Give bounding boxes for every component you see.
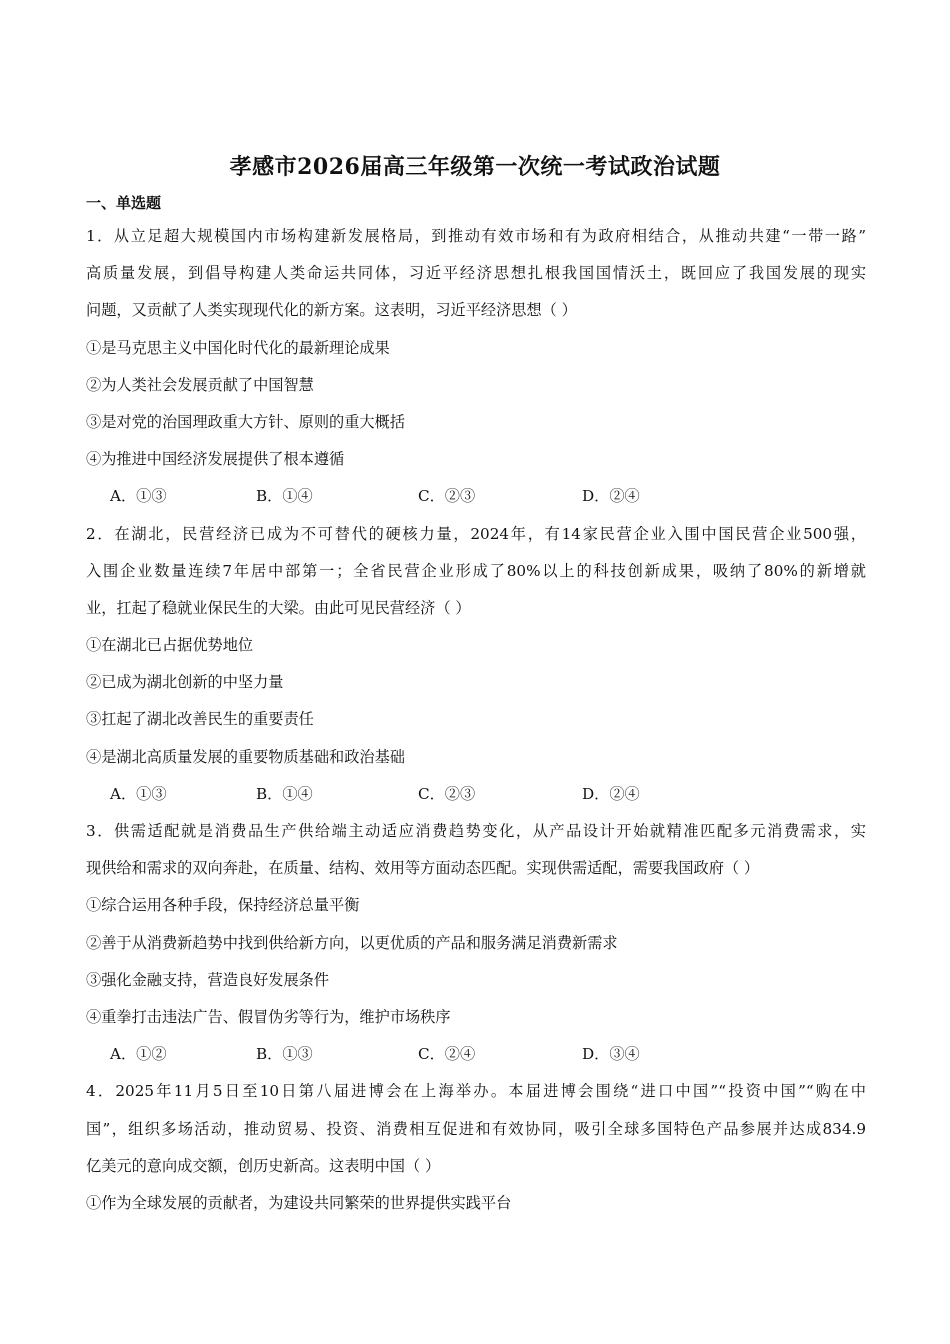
- question-2-answer-d: D．②④: [582, 784, 640, 803]
- question-3-answers: [86, 1036, 866, 1073]
- question-4-stem-line-1: 4．2025年11月5日至10日第八届进博会在上海举办。本届进博会围绕“进口中国”“投资中国”“购在中: [86, 1082, 866, 1101]
- question-3: [86, 813, 866, 1073]
- question-1: [86, 218, 866, 516]
- question-1-stem-line-1: 1．从立足超大规模国内市场构建新发展格局，到推动有效市场和有为政府相结合，从推动共建“一带一路”: [86, 227, 866, 245]
- question-4-stem-line-2: 国”，组织多场活动，推动贸易、投资、消费相互促进和有效协同，吸引全球多国特色产品参展并达成834.9: [86, 1119, 866, 1138]
- question-2-option-4: ④是湖北高质量发展的重要物质基础和政治基础: [86, 747, 405, 766]
- question-1-answers: [86, 478, 866, 515]
- question-3-stem-line-1: 3．供需适配就是消费品生产供给端主动适应消费趋势变化，从产品设计开始就精准匹配多元消费需求，实: [86, 822, 866, 840]
- question-1-answer-c: C．②③: [418, 487, 476, 506]
- question-2-answers: [86, 776, 866, 813]
- question-3-option-1: ①综合运用各种手段，保持经济总量平衡: [86, 896, 360, 915]
- question-2: [86, 516, 866, 814]
- question-list: [86, 218, 866, 1222]
- question-2-option-2: ②已成为湖北创新的中坚力量: [86, 673, 284, 692]
- question-1-answer-a: A．①③: [110, 487, 167, 506]
- question-2-option-3: ③扛起了湖北改善民生的重要责任: [86, 710, 314, 729]
- question-4-option-1: ①作为全球发展的贡献者，为建设共同繁荣的世界提供实践平台: [86, 1193, 512, 1212]
- question-1-stem-line-3: 问题，又贡献了人类实现现代化的新方案。这表明，习近平经济思想（ ）: [86, 301, 577, 320]
- question-3-answer-a: A．①②: [110, 1045, 167, 1064]
- question-3-option-3: ③强化金融支持，营造良好发展条件: [86, 970, 329, 989]
- question-1-option-4: ④为推进中国经济发展提供了根本遵循: [86, 450, 345, 469]
- question-2-answer-b: B．①④: [256, 784, 313, 803]
- question-1-option-3: ③是对党的治国理政重大方针、原则的重大概括: [86, 412, 405, 431]
- question-4: [86, 1073, 866, 1222]
- question-2-stem-line-2: 入围企业数量连续7年居中部第一；全省民营企业形成了80%以上的科技创新成果，吸纳了80%的新增就: [86, 561, 866, 580]
- exam-title: 孝感市2026届高三年级第一次统一考试政治试题: [229, 154, 721, 180]
- question-4-stem-line-3: 亿美元的意向成交额，创历史新高。这表明中国（ ）: [86, 1156, 441, 1175]
- question-3-option-4: ④重拳打击违法广告、假冒伪劣等行为，维护市场秩序: [86, 1007, 451, 1026]
- question-1-option-2: ②为人类社会发展贡献了中国智慧: [86, 375, 314, 394]
- question-2-answer-c: C．②③: [418, 784, 476, 803]
- question-1-option-1: ①是马克思主义中国化时代化的最新理论成果: [86, 338, 390, 357]
- question-3-answer-c: C．②④: [418, 1045, 476, 1064]
- question-3-stem-line-2: 现供给和需求的双向奔赴，在质量、结构、效用等方面动态匹配。实现供需适配，需要我国政府（ ）: [86, 859, 760, 878]
- question-3-answer-b: B．①③: [256, 1045, 313, 1064]
- section-heading: 一、单选题: [86, 194, 162, 212]
- question-2-stem-line-1: 2．在湖北，民营经济已成为不可替代的硬核力量，2024年，有14家民营企业入围中国民营企业500强，: [86, 524, 866, 543]
- question-2-stem-line-3: 业，扛起了稳就业保民生的大梁。由此可见民营经济（ ）: [86, 598, 471, 617]
- question-3-answer-d: D．③④: [582, 1045, 640, 1064]
- question-2-answer-a: A．①③: [110, 784, 167, 803]
- question-1-stem-line-2: 高质量发展，到倡导构建人类命运共同体，习近平经济思想扎根我国国情沃土，既回应了我国发展的现实: [86, 264, 866, 283]
- question-1-answer-d: D．②④: [582, 487, 640, 506]
- question-1-answer-b: B．①④: [256, 487, 313, 506]
- question-2-option-1: ①在湖北已占据优势地位: [86, 636, 254, 655]
- question-3-option-2: ②善于从消费新趋势中找到供给新方向，以更优质的产品和服务满足消费新需求: [86, 933, 618, 952]
